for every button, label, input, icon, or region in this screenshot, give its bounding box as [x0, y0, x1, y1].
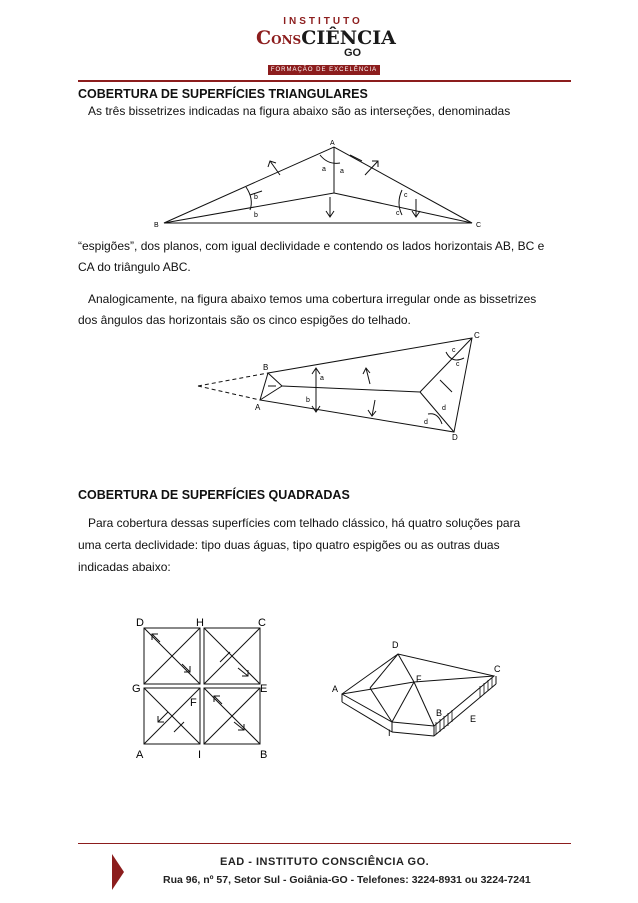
- fig4-label-c: C: [494, 664, 501, 674]
- fig2-angle-c2: c: [456, 361, 460, 368]
- header-rule: [78, 80, 571, 82]
- fig3-label-g: G: [132, 683, 141, 695]
- section1-analog-1: Analogicamente, na figura abaixo temos uma cobertura irregular onde as bissetrizes: [88, 292, 537, 306]
- section1-continuation-2: CA do triângulo ABC.: [78, 260, 191, 274]
- triangle-outline: [164, 147, 472, 223]
- fig2-label-d: D: [452, 433, 458, 442]
- fig3-label-f: F: [190, 697, 197, 709]
- ridge-b: [164, 193, 334, 223]
- logo-top-text: INSTITUTO: [283, 16, 363, 27]
- fig2-angle-a: a: [320, 375, 324, 382]
- fig1-angle-a1: a: [322, 166, 326, 173]
- logo-main-ons: ONS: [271, 33, 302, 47]
- fig3-label-e: E: [260, 683, 268, 695]
- quadrilateral-outline: [260, 338, 472, 432]
- footer-line-2: Rua 96, nº 57, Setor Sul - Goiânia-GO - Telefones: 3224-8931 ou 3224-7241: [163, 874, 531, 886]
- figure-triangular-roof: [150, 135, 490, 230]
- fig2-angle-c1: c: [452, 347, 456, 354]
- logo-main-ciencia: CIÊNCIA: [301, 27, 396, 49]
- fig4-label-d: D: [392, 640, 399, 650]
- fig3-label-h: H: [196, 617, 204, 629]
- figure-irregular-roof: [190, 328, 490, 446]
- fig3-label-a: A: [136, 749, 144, 761]
- angle-arc-a: [320, 155, 340, 163]
- fig4-label-e: E: [470, 714, 477, 724]
- angle-arc-b: [246, 187, 251, 210]
- fig1-angle-c2: c: [396, 210, 400, 217]
- fig4-label-a: A: [332, 684, 339, 694]
- fig2-label-a: A: [255, 403, 261, 412]
- fig1-angle-a2: a: [340, 168, 344, 175]
- fig1-label-a: A: [330, 140, 335, 147]
- ridge-c: [334, 193, 472, 223]
- footer-logo-mark-icon: [112, 854, 124, 890]
- section1-analog-2: dos ângulos das horizontais são os cinco espigões do telhado.: [78, 313, 411, 327]
- section2-heading: COBERTURA DE SUPERFÍCIES QUADRADAS: [78, 488, 350, 502]
- section1-heading: COBERTURA DE SUPERFÍCIES TRIANGULARES: [78, 87, 368, 101]
- fig3-label-c: C: [258, 617, 266, 629]
- section2-line-1: Para cobertura dessas superfícies com telhado clássico, há quatro soluções para: [88, 516, 521, 530]
- logo-main-c: C: [256, 27, 272, 49]
- fig3-label-b: B: [260, 749, 268, 761]
- section1-continuation-1: “espigões”, dos planos, com igual declividade e contendo os lados horizontais AB, BC e: [78, 239, 545, 253]
- logo-go: GO: [344, 47, 362, 59]
- figure-3d-roof: [330, 636, 510, 741]
- logo-tagline: FORMAÇÃO DE EXCELÊNCIA: [268, 65, 380, 75]
- fig3-label-d: D: [136, 617, 144, 629]
- fig4-label-b: B: [436, 708, 443, 718]
- section2-line-2: uma certa declividade: tipo duas águas, tipo quatro espigões ou as outras duas: [78, 538, 500, 552]
- fig3-label-i: I: [198, 749, 202, 761]
- section2-line-3: indicadas abaixo:: [78, 560, 171, 574]
- fig4-label-i: I: [388, 728, 391, 738]
- figure-square-plan: [130, 612, 280, 762]
- section1-intro: As três bissetrizes indicadas na figura abaixo são as interseções, denominadas: [88, 104, 511, 118]
- fig2-angle-d1: d: [442, 405, 446, 412]
- fig1-angle-b1: b: [254, 194, 258, 201]
- fig2-angle-b: b: [306, 397, 310, 404]
- fig1-angle-b2: b: [254, 212, 258, 219]
- fig2-angle-d2: d: [424, 419, 428, 426]
- fig4-label-f: F: [416, 674, 422, 684]
- fig1-label-c: C: [476, 222, 482, 229]
- fig1-label-b: B: [154, 222, 159, 229]
- fig2-label-b: B: [263, 363, 269, 372]
- logo-main: [256, 27, 396, 49]
- footer-rule: [78, 843, 571, 844]
- fig2-label-c: C: [474, 331, 480, 340]
- footer-line-1: EAD - INSTITUTO CONSCIÊNCIA GO.: [220, 856, 430, 868]
- fig1-angle-c1: c: [404, 192, 408, 199]
